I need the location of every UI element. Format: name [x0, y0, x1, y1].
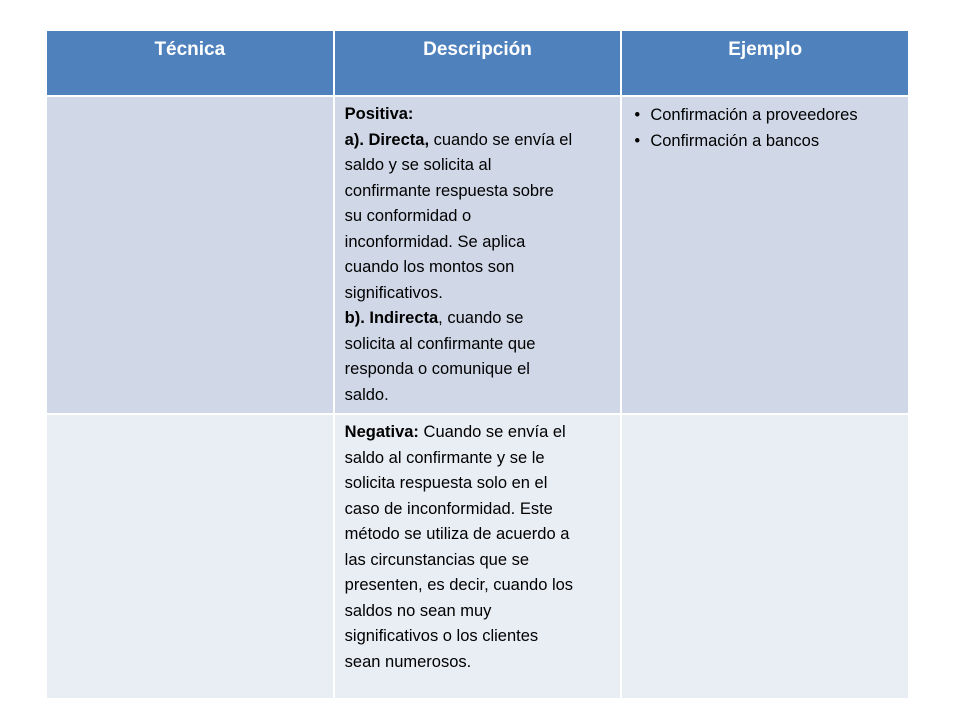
- cell-descripcion-negativa: [334, 414, 622, 699]
- descripcion-negativa-text: [335, 415, 621, 675]
- negativa-line-8: significativos o los clientes: [344, 627, 539, 645]
- indirecta-line-0: [345, 306, 611, 332]
- negativa-line-6: presenten, es decir, cuando los: [344, 576, 574, 594]
- header-ejemplo: Ejemplo: [621, 30, 909, 96]
- indirecta-prefix: b). Indirecta: [344, 309, 439, 327]
- list-item: [634, 103, 900, 129]
- indirecta-text: , cuando se: [438, 309, 524, 327]
- directa-line-4: inconformidad. Se aplica: [344, 232, 526, 251]
- negativa-line-1: saldo al confirmante y se le: [344, 448, 545, 467]
- positiva-label: Positiva:: [344, 105, 414, 123]
- cell-tecnica-negativa: [46, 414, 334, 699]
- directa-line-1: saldo y se solicita al: [344, 156, 492, 174]
- negativa-line-4: método se utiliza de acuerdo a: [344, 525, 570, 543]
- table-row-positiva: [46, 96, 909, 414]
- ejemplo-item-text: Confirmación a bancos: [650, 131, 820, 150]
- negativa-line-7: saldos no sean muy: [344, 601, 492, 620]
- directa-line-3: su conformidad o: [344, 207, 472, 225]
- directa-line-5: cuando los montos son: [344, 258, 515, 276]
- table-header-row: [46, 30, 909, 96]
- header-tecnica: Técnica: [46, 30, 334, 96]
- directa-line-0: [345, 128, 611, 154]
- bullet-icon: •: [634, 131, 641, 150]
- ejemplo-item-text: Confirmación a proveedores: [650, 106, 858, 124]
- cell-tecnica-positiva: [46, 96, 334, 414]
- descripcion-positiva-text: [335, 97, 621, 408]
- ejemplos-list: [622, 97, 908, 154]
- indirecta-line-1: solicita al confirmante que: [344, 334, 536, 353]
- directa-line-6: significativos.: [344, 283, 443, 302]
- directa-line-2: confirmante respuesta sobre: [344, 181, 554, 200]
- directa-text: cuando se envía el: [429, 130, 573, 149]
- list-item: [634, 129, 900, 155]
- techniques-table: [45, 29, 910, 700]
- negativa-line-2: solicita respuesta solo en el: [344, 474, 548, 492]
- cell-descripcion-positiva: [334, 96, 622, 414]
- negativa-label: Negativa:: [344, 423, 419, 441]
- negativa-line-9: sean numerosos.: [344, 652, 472, 671]
- indirecta-line-2: responda o comunique el: [344, 360, 530, 378]
- table-row-negativa: [46, 414, 909, 699]
- directa-prefix: a). Directa,: [344, 130, 430, 149]
- negativa-text: Cuando se envía el: [418, 423, 566, 441]
- header-descripcion: Descripción: [334, 30, 622, 96]
- cell-ejemplo-negativa: [621, 414, 909, 699]
- indirecta-line-3: saldo.: [344, 385, 389, 404]
- cell-ejemplo-positiva: [621, 96, 909, 414]
- bullet-icon: •: [634, 106, 641, 124]
- negativa-line-3: caso de inconformidad. Este: [344, 499, 553, 518]
- negativa-line-5: las circunstancias que se: [344, 550, 530, 569]
- negativa-line-0: [345, 420, 611, 446]
